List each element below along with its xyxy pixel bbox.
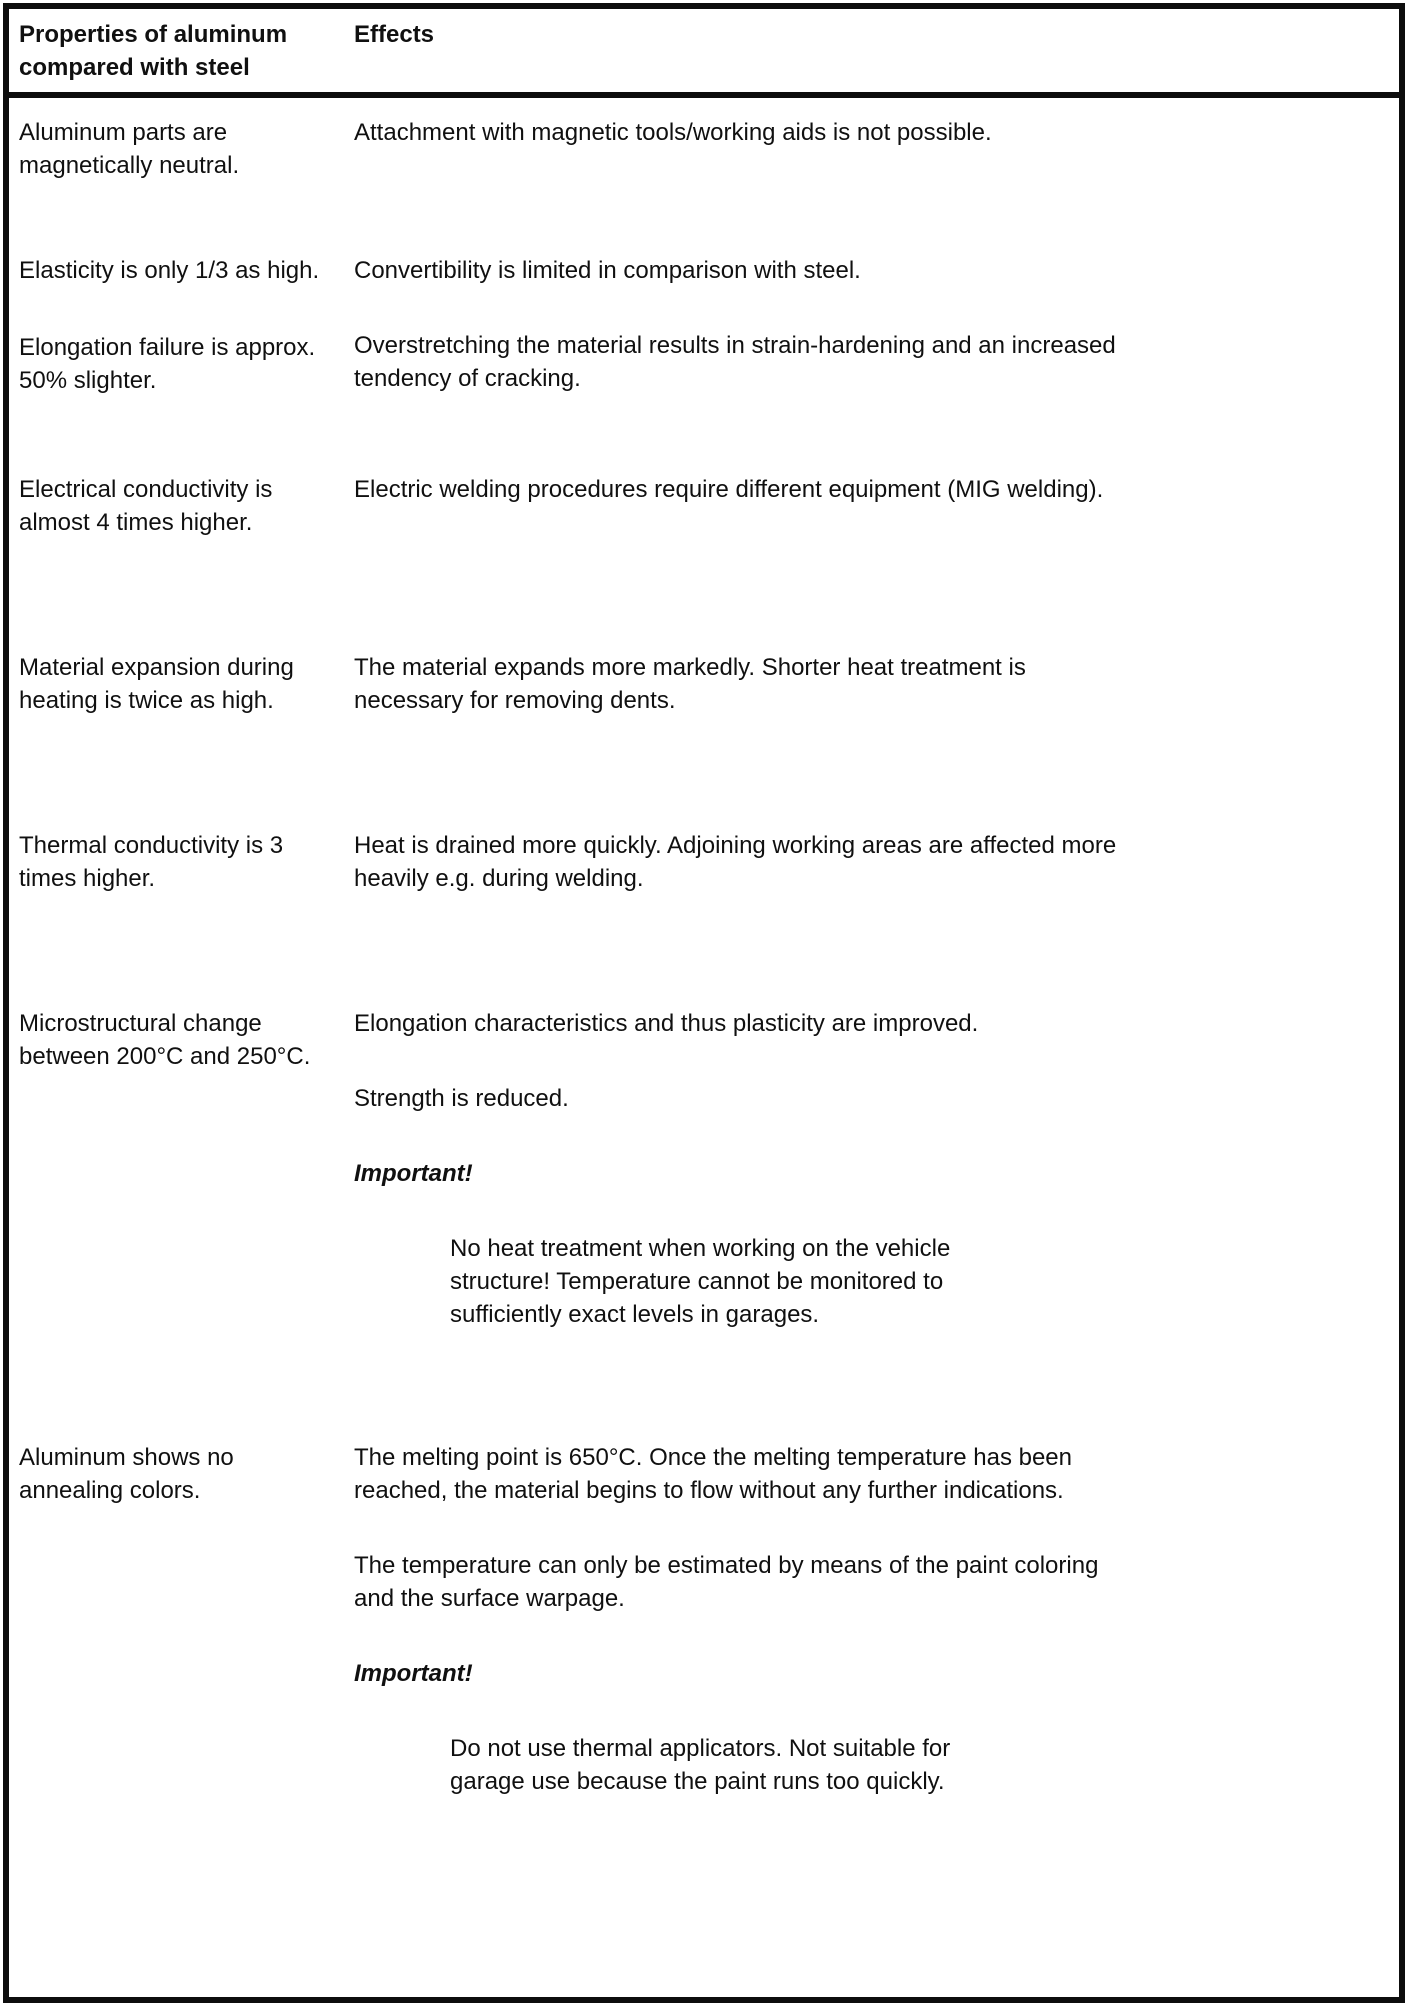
- important-label: Important!: [354, 1160, 473, 1187]
- property-paragraph: Thermal conductivity is 3 times higher.: [19, 832, 284, 892]
- property-cell: [17, 1441, 334, 1798]
- property-cell: [17, 829, 334, 895]
- note-paragraph: No heat treatment when working on the vehicle structure! Temperature cannot be monitored to sufficiently exact levels in garages.: [450, 1235, 951, 1328]
- table-row: [9, 829, 1399, 895]
- table-row: [9, 651, 1399, 717]
- effects-cell: [352, 1007, 1124, 1331]
- property-cell: [17, 473, 334, 539]
- effects-cell: [352, 1441, 1124, 1798]
- note-paragraph: Do not use thermal applicators. Not suitable for garage use because the paint runs too quickly.: [450, 1735, 951, 1795]
- effect-paragraph: Strength is reduced.: [354, 1085, 569, 1112]
- property-paragraph: Elasticity is only 1/3 as high.: [19, 257, 320, 284]
- effect-paragraph: The temperature can only be estimated by means of the paint coloring and the surface warpage.: [354, 1552, 1099, 1612]
- effect-paragraph: Electric welding procedures require different equipment (MIG welding).: [354, 476, 1104, 503]
- table-row: [9, 1441, 1399, 1798]
- table-row: [9, 473, 1399, 539]
- effect-paragraph: Attachment with magnetic tools/working aids is not possible.: [354, 119, 992, 146]
- effect-paragraph: The melting point is 650°C. Once the melting temperature has been reached, the material begins to flow without any further indications.: [354, 1444, 1072, 1504]
- effect-paragraph: Overstretching the material results in strain-hardening and an increased tendency of cracking.: [354, 332, 1116, 392]
- effects-cell: [352, 254, 1124, 397]
- property-paragraph: Microstructural change between 200°C and 250°C.: [19, 1010, 311, 1070]
- effect-paragraph: Elongation characteristics and thus plasticity are improved.: [354, 1010, 979, 1037]
- table-row: [9, 254, 1399, 397]
- document-page: [3, 3, 1405, 2003]
- property-paragraph: Elongation failure is approx. 50% slighter.: [19, 334, 316, 394]
- property-cell: [17, 116, 334, 182]
- header-property-column: Properties of aluminum compared with steel: [19, 21, 288, 81]
- property-paragraph: Material expansion during heating is twice as high.: [19, 654, 294, 714]
- effect-paragraph: Heat is drained more quickly. Adjoining working areas are affected more heavily e.g. during welding.: [354, 832, 1117, 892]
- property-cell: [17, 1007, 334, 1331]
- property-paragraph: Aluminum shows no annealing colors.: [19, 1444, 234, 1504]
- effects-cell: [352, 829, 1124, 895]
- header-effects-column: Effects: [354, 21, 435, 48]
- property-cell: [17, 254, 334, 397]
- table-row: [9, 116, 1399, 182]
- effects-cell: [352, 473, 1124, 539]
- table-header: [9, 9, 1399, 98]
- important-label: Important!: [354, 1660, 473, 1687]
- property-paragraph: Aluminum parts are magnetically neutral.: [19, 119, 240, 179]
- effect-paragraph: Convertibility is limited in comparison with steel.: [354, 257, 861, 284]
- table-row: [9, 1007, 1399, 1331]
- table-body: [9, 116, 1399, 1798]
- property-cell: [17, 651, 334, 717]
- effects-cell: [352, 651, 1124, 717]
- property-paragraph: Electrical conductivity is almost 4 times higher.: [19, 476, 273, 536]
- effect-paragraph: The material expands more markedly. Shorter heat treatment is necessary for removing dents.: [354, 654, 1026, 714]
- effects-cell: [352, 116, 1124, 182]
